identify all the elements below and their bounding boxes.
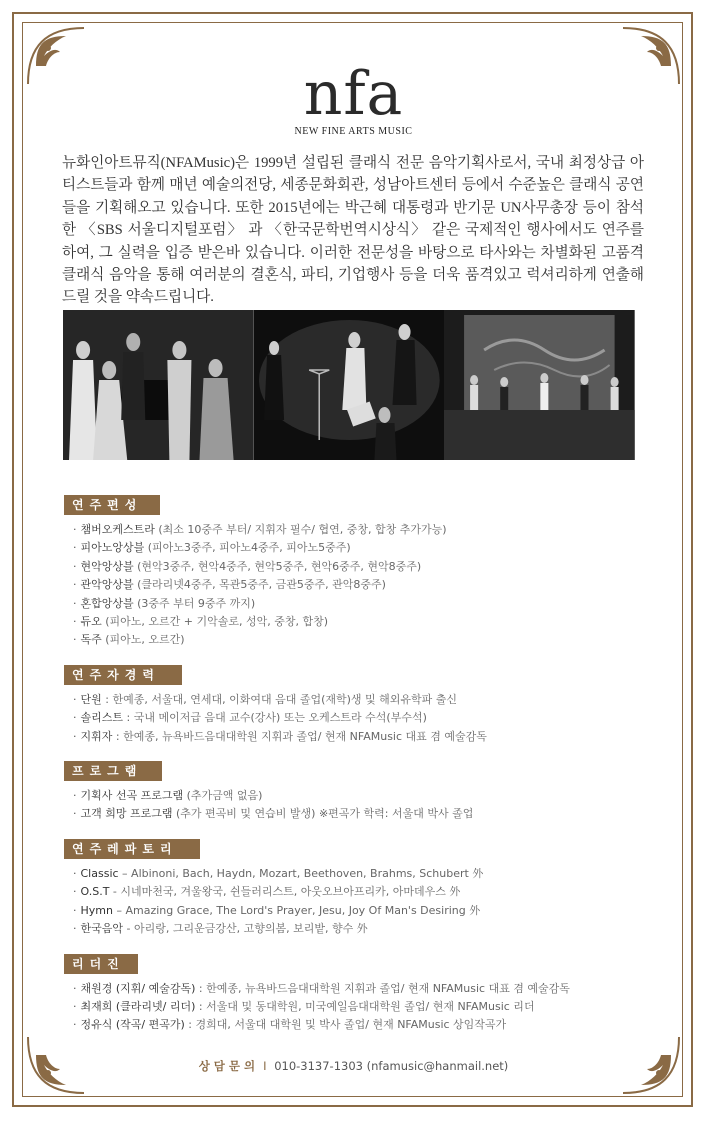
contact-label: 상담문의: [198, 1059, 260, 1073]
section-repertoire: [64, 838, 664, 939]
concert-hall-photo: [444, 310, 635, 460]
list-item: · Hymn – Amazing Grace, The Lord's Prayer, Jesu, Joy Of Man's Desiring 外: [73, 903, 481, 917]
list-item: · Classic – Albinoni, Bach, Haydn, Mozart, Beethoven, Brahms, Schubert 外: [73, 866, 484, 880]
list-item: · 지휘자 : 한예종, 뉴욕바드음대대학원 지휘과 졸업/ 현재 NFAMusic 대표 겸 예술감독: [73, 729, 487, 743]
list-item: · 채원경 (지휘/ 예술감독) : 한예종, 뉴욕바드음대대학원 지휘과 졸업/ 현재 NFAMusic 대표 겸 예술감독: [73, 981, 570, 995]
section-program: [64, 760, 664, 824]
brand-logo: [0, 59, 707, 137]
contact-line: [0, 1058, 707, 1074]
info-content: [64, 494, 664, 1049]
group-portrait-photo: [63, 310, 254, 460]
logo-subtitle: NEW FINE ARTS MUSIC: [294, 126, 413, 137]
list-item: · 독주 (피아노, 오르간): [73, 633, 185, 647]
intro-paragraph: 뉴화인아트뮤직(NFAMusic)은 1999년 설립된 클래식 전문 음악기획사로서, 국내 최정상급 아티스트들과 함께 매년 예술의전당, 세종문화회관, 성남아트센터 등에서 수준높은 클래식 공연들을 기획해오고 있습니다. 또한 2015년에는 박근혜 대통령과 반기문 UN사무총장 등이 참석한 〈SBS 서울디지털포럼〉 과 〈한국문학번역시상식〉 같은 국제적인 행사에서도 연주를 하여, 그 실력을 입증 받은바 있습니다. 이러한 전문성을 바탕으로 타사와는 차별화된 고품격 클래식 음악을 통해 여러분의 결혼식, 파티, 기업행사 등을 더욱 품격있고 럭셔리하게 연출해드릴 것을 약속드립니다.: [62, 155, 644, 306]
performance-photo-strip: [63, 310, 635, 460]
contact-phone[interactable]: 010-3137-1303: [274, 1059, 363, 1073]
stage-ensemble-photo: [254, 310, 445, 460]
contact-email[interactable]: (nfamusic@hanmail.net): [366, 1059, 509, 1073]
list-item: · 기획사 선곡 프로그램 (추가금액 없음): [73, 789, 263, 803]
section-title-ensemble: 연주편성: [64, 495, 160, 515]
list-item: · 듀오 (피아노, 오르간 + 기악솔로, 성악, 중창, 합창): [73, 615, 329, 629]
section-title-career: 연주자경력: [64, 665, 182, 685]
list-item: · 혼합앙상블 (3중주 부터 9중주 까지): [73, 596, 256, 610]
list-item: · 관악앙상블 (클라리넷4중주, 목관5중주, 금관5중주, 관악8중주): [73, 578, 386, 592]
section-leaders: [64, 953, 664, 1035]
section-ensemble: [64, 494, 664, 650]
list-item: · 피아노앙상블 (피아노3중주, 피아노4중주, 피아노5중주): [73, 541, 351, 555]
list-item: · 솔리스트 : 국내 메이저급 음대 교수(강사) 또는 오케스트라 수석(부수석): [73, 711, 427, 725]
section-career: [64, 664, 664, 746]
list-item: · 단원 : 한예종, 서울대, 연세대, 이화여대 음대 졸업(재학)생 및 해외유학파 출신: [73, 692, 458, 706]
section-title-leaders: 리더진: [64, 954, 138, 974]
logo-mark: nfa: [303, 59, 404, 129]
list-item: · 한국음악 - 아리랑, 그리운금강산, 고향의봄, 보리밭, 향수 外: [73, 922, 368, 936]
section-title-program: 프로그램: [64, 761, 162, 781]
list-item: · 최재희 (클라리넷/ 리더) : 서울대 및 동대학원, 미국예일음대대학원 졸업/ 현재 NFAMusic 리더: [73, 999, 535, 1013]
contact-separator: I: [263, 1059, 267, 1073]
list-item: · 고객 희망 프로그램 (추가 편곡비 및 연습비 발생) ※편곡가 학력: 서울대 박사 졸업: [73, 807, 474, 821]
list-item: · O.S.T - 시네마천국, 겨울왕국, 쉰들러리스트, 아웃오브아프리카, 아마데우스 外: [73, 885, 461, 899]
list-item: · 챔버오케스트라 (최소 10중주 부터/ 지휘자 필수/ 협연, 중창, 합창 추가가능): [73, 523, 447, 536]
section-title-repertoire: 연주레파토리: [64, 839, 200, 859]
list-item: · 정유식 (작곡/ 편곡가) : 경희대, 서울대 대학원 및 박사 졸업/ 현재 NFAMusic 상임작곡가: [73, 1018, 507, 1032]
list-item: · 현악앙상블 (현악3중주, 현악4중주, 현악5중주, 현악6중주, 현악8중주): [73, 559, 422, 573]
